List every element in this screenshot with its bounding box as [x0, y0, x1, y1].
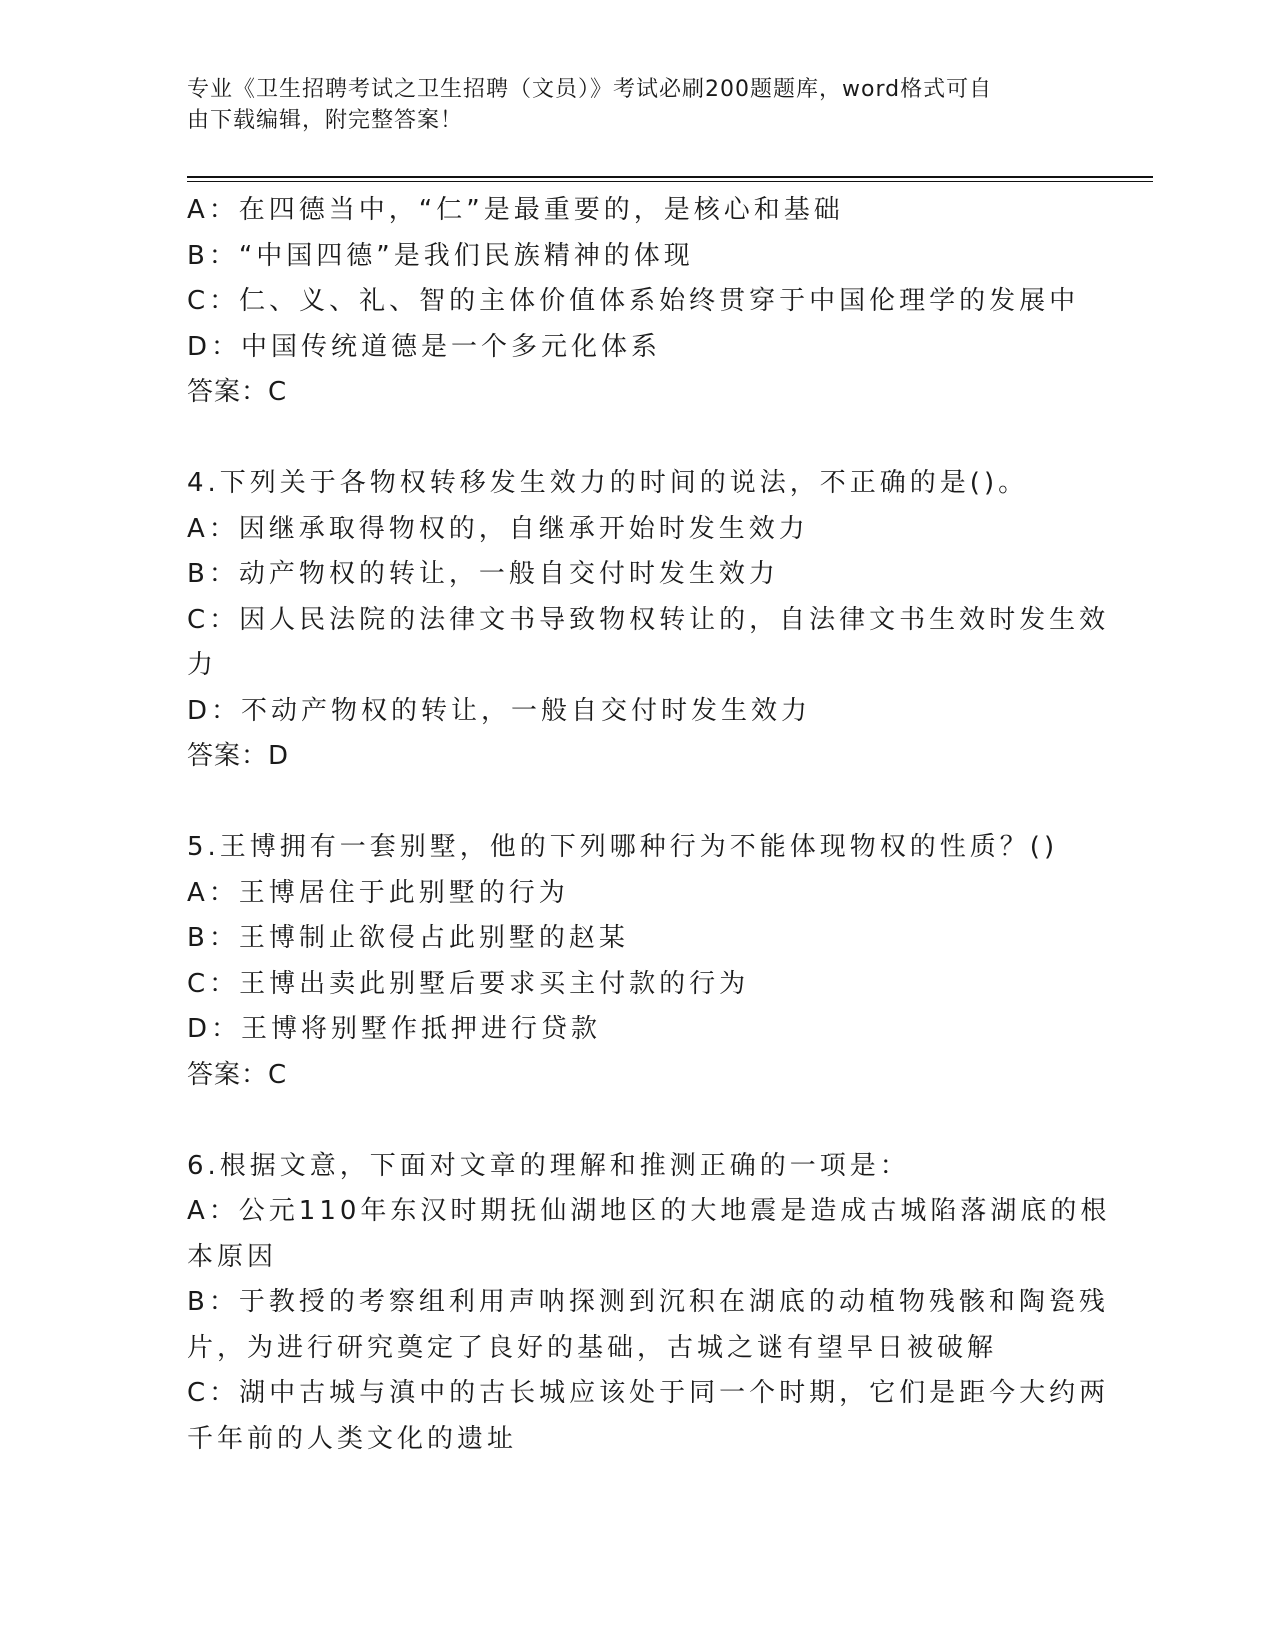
- q5-option-b: B：王博制止欲侵占此别墅的赵某: [187, 923, 629, 953]
- header-line-1: 专业《卫生招聘考试之卫生招聘（文员）》考试必刷200题题库，word格式可自: [187, 77, 993, 102]
- header-divider-thin: [187, 181, 1153, 182]
- q4-option-d: D：不动产物权的转让，一般自交付时发生效力: [187, 695, 812, 726]
- q3-option-b: B：“中国四德”是我们民族精神的体现: [187, 240, 694, 271]
- spacer: [187, 416, 1087, 462]
- q6-question: 6.根据文意，下面对文章的理解和推测正确的一项是：: [187, 1150, 910, 1181]
- q6-option-c-line-2: 千年前的人类文化的遗址: [187, 1423, 518, 1454]
- header-line-2: 由下载编辑，附完整答案！: [187, 108, 464, 133]
- q4-option-a: A：因继承取得物权的，自继承开始时发生效力: [187, 513, 809, 544]
- q6-option-b-line-2: 片，为进行研究奠定了良好的基础，古城之谜有望早日被破解: [187, 1332, 998, 1363]
- q5-option-a: A：王博居住于此别墅的行为: [187, 877, 569, 908]
- q4-question: 4.下列关于各物权转移发生效力的时间的说法，不正确的是()。: [187, 468, 1029, 498]
- q4-option-c-line-2: 力: [187, 650, 218, 680]
- q3-option-d: D：中国传统道德是一个多元化体系: [187, 331, 662, 362]
- q4-option-c-line-1: C：因人民法院的法律文书导致物权转让的，自法律文书生效时发生效: [187, 604, 1110, 635]
- q6-option-b-line-1: B：于教授的考察组利用声呐探测到沉积在湖底的动植物残骸和陶瓷残: [187, 1287, 1109, 1317]
- question-content: [187, 188, 1111, 1462]
- spacer: [187, 780, 1087, 826]
- q6-option-a-line-1: A：公元110年东汉时期抚仙湖地区的大地震是造成古城陷落湖底的根: [187, 1196, 1111, 1226]
- q6-option-a-line-2: 本原因: [187, 1241, 278, 1272]
- q5-option-c: C：王博出卖此别墅后要求买主付款的行为: [187, 968, 750, 999]
- q5-answer: 答案：C: [187, 1059, 288, 1090]
- document-header: [187, 74, 1067, 136]
- q5-question: 5.王博拥有一套别墅，他的下列哪种行为不能体现物权的性质？(): [187, 832, 1059, 862]
- q3-option-c: C：仁、义、礼、智的主体价值体系始终贯穿于中国伦理学的发展中: [187, 286, 1080, 316]
- header-divider-thick: [187, 176, 1153, 178]
- q6-option-c-line-1: C：湖中古城与滇中的古长城应该处于同一个时期，它们是距今大约两: [187, 1378, 1110, 1408]
- q3-answer: 答案：C: [187, 377, 288, 407]
- q4-option-b: B：动产物权的转让，一般自交付时发生效力: [187, 559, 779, 589]
- q5-option-d: D：王博将别墅作抵押进行贷款: [187, 1014, 602, 1044]
- spacer: [187, 1098, 1087, 1144]
- q4-answer: 答案：D: [187, 741, 290, 771]
- q3-option-a: A：在四德当中，“仁”是最重要的，是核心和基础: [187, 195, 844, 225]
